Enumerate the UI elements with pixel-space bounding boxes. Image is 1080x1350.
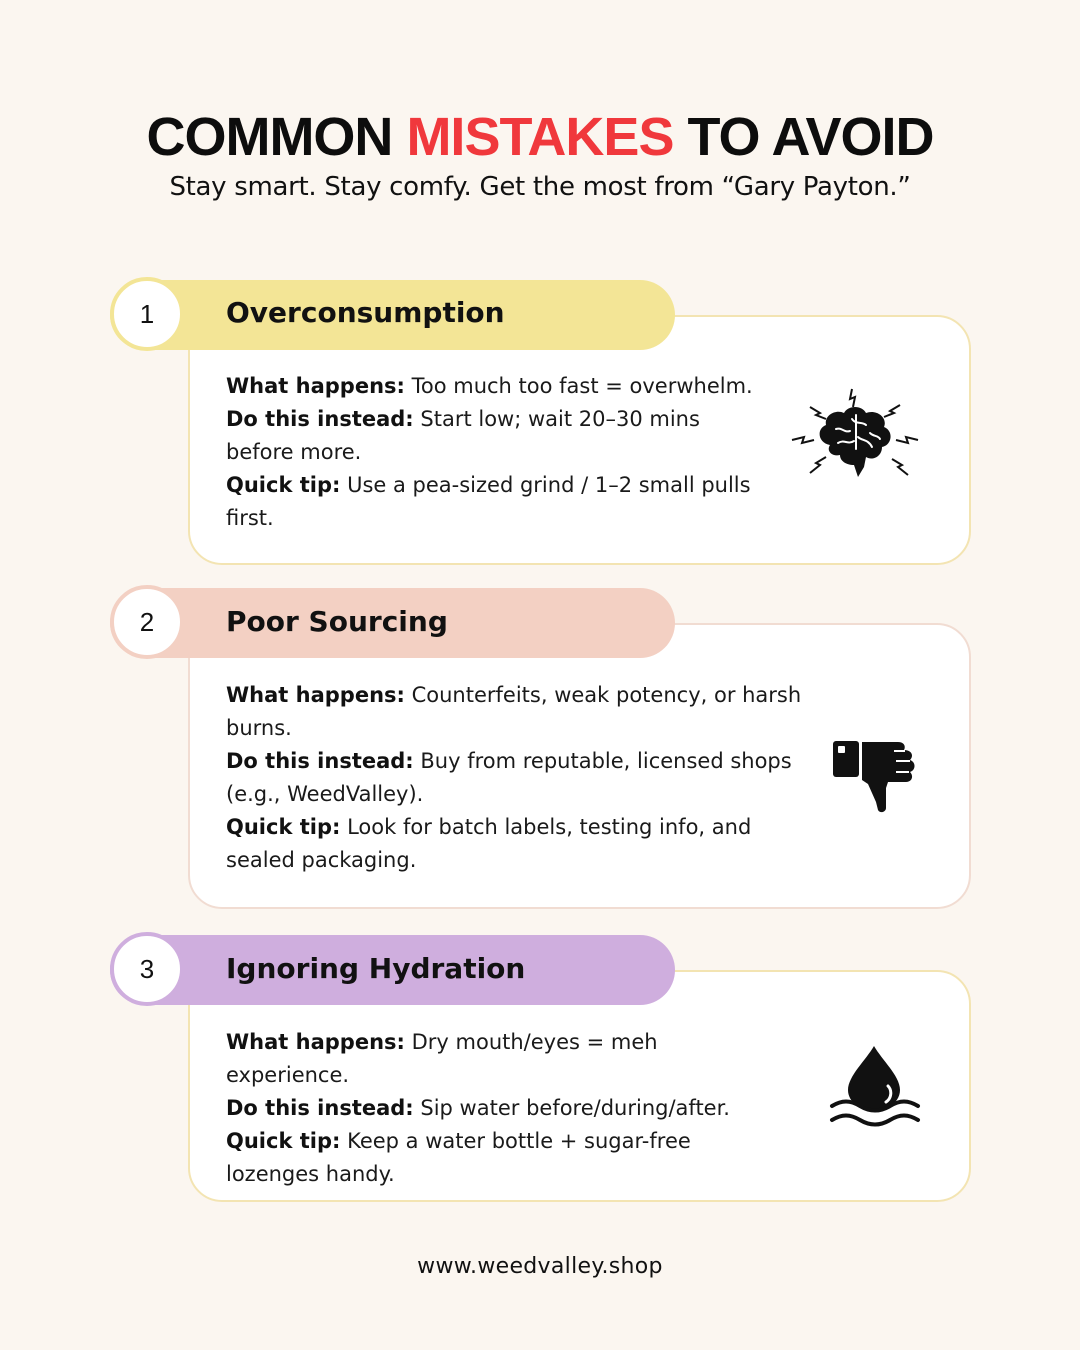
quick-tip-text: Use a pea-sized grind / 1–2 small pulls first. — [226, 473, 751, 530]
quick-tip-line — [226, 1125, 781, 1191]
step-number-badge: 3 — [110, 932, 184, 1006]
quick-tip-line — [226, 811, 811, 877]
mistake-details — [226, 679, 811, 877]
what-happens-label: What happens: — [226, 683, 405, 707]
mistake-title: Overconsumption — [226, 296, 505, 329]
mistake-title: Ignoring Hydration — [226, 952, 526, 985]
mistake-title: Poor Sourcing — [226, 605, 448, 638]
do-instead-label: Do this instead: — [226, 749, 414, 773]
quick-tip-text: Keep a water bottle + sugar-free lozenges handy. — [226, 1129, 691, 1186]
do-instead-label: Do this instead: — [226, 1096, 414, 1120]
what-happens-text: Dry mouth/eyes = meh experience. — [226, 1030, 658, 1087]
mistake-details — [226, 370, 766, 535]
title-part-2: TO AVOID — [687, 107, 934, 167]
step-number-badge: 1 — [110, 277, 184, 351]
do-instead-line — [226, 403, 766, 469]
title-accent: MISTAKES — [406, 107, 674, 167]
title-part-1: COMMON — [146, 107, 393, 167]
quick-tip-text: Look for batch labels, testing info, and sealed packaging. — [226, 815, 752, 872]
brain-icon — [790, 385, 922, 485]
do-instead-line — [226, 745, 811, 811]
do-instead-text: Buy from reputable, licensed shops (e.g., WeedValley). — [226, 749, 792, 806]
quick-tip-line — [226, 469, 766, 535]
what-happens-label: What happens: — [226, 374, 405, 398]
do-instead-label: Do this instead: — [226, 407, 414, 431]
what-happens-text: Too much too fast = overwhelm. — [411, 374, 753, 398]
what-happens-label: What happens: — [226, 1030, 405, 1054]
footer-url: www.weedvalley.shop — [417, 1254, 663, 1279]
mistake-details — [226, 1026, 781, 1191]
what-happens-line — [226, 370, 766, 403]
do-instead-line — [226, 1092, 781, 1125]
page-title — [0, 106, 1080, 168]
thumbs-down-icon — [832, 740, 916, 814]
do-instead-text: Start low; wait 20–30 mins before more. — [226, 407, 700, 464]
what-happens-line — [226, 679, 811, 745]
page-subtitle: Stay smart. Stay comfy. Get the most from “Gary Payton.” — [169, 172, 911, 202]
what-happens-text: Counterfeits, weak potency, or harsh burns. — [226, 683, 802, 740]
do-instead-text: Sip water before/during/after. — [420, 1096, 730, 1120]
quick-tip-label: Quick tip: — [226, 1129, 341, 1153]
water-drop-icon — [828, 1044, 922, 1128]
step-number-badge: 2 — [110, 585, 184, 659]
what-happens-line — [226, 1026, 781, 1092]
quick-tip-label: Quick tip: — [226, 473, 341, 497]
quick-tip-label: Quick tip: — [226, 815, 341, 839]
